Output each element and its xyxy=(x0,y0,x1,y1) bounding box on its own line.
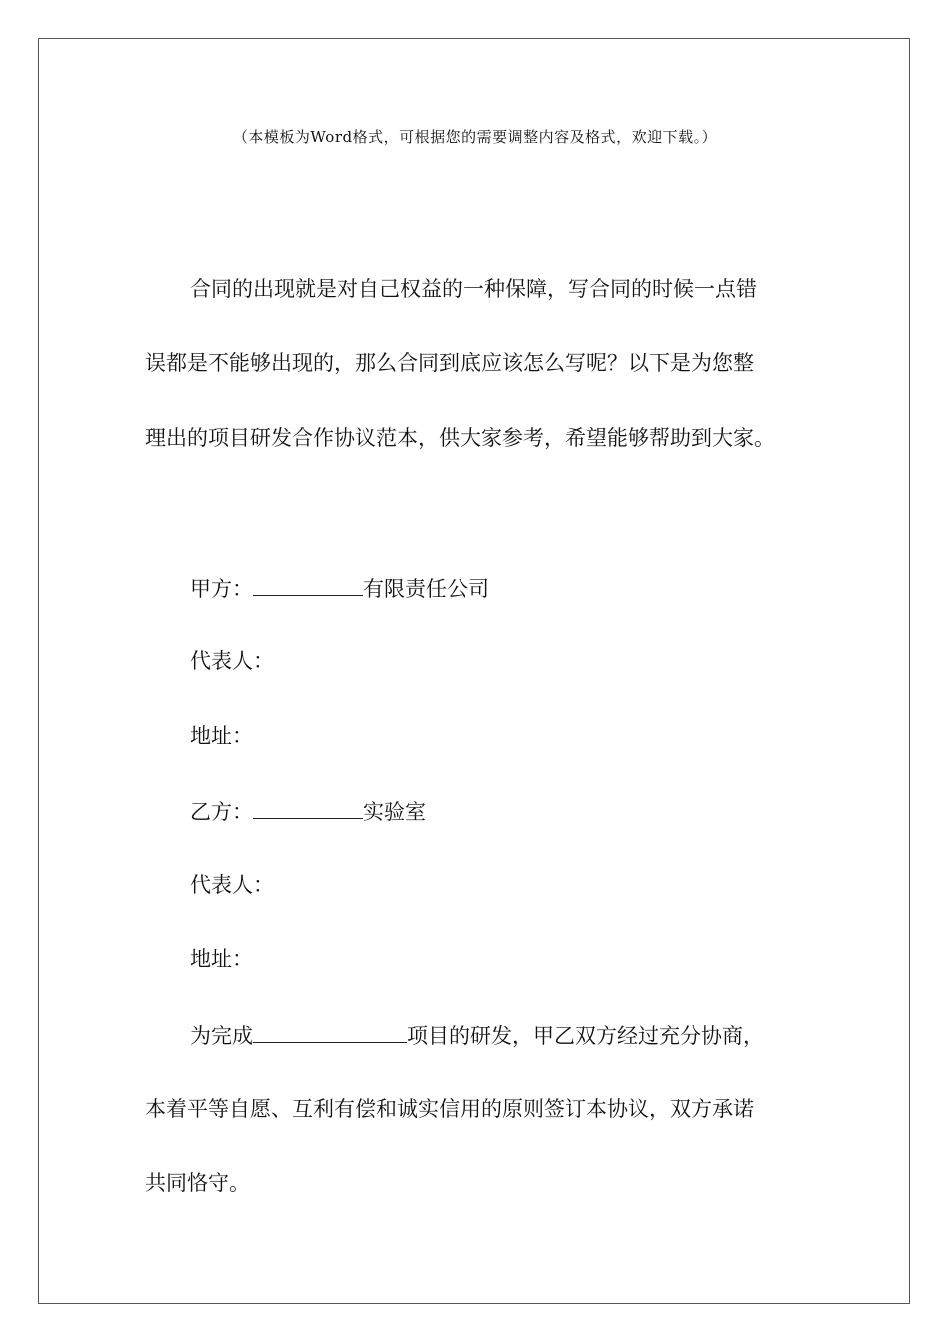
purpose-prefix: 为完成 xyxy=(190,1024,253,1048)
party-a-label: 甲方： xyxy=(190,577,253,601)
party-a-address: 地址： xyxy=(190,724,253,748)
project-name-blank xyxy=(253,1022,407,1043)
template-note: （本模板为Word格式，可根据您的需要调整内容及格式，欢迎下载。） xyxy=(232,128,718,146)
intro-line-3: 理出的项目研发合作协议范本，供大家参考，希望能够帮助到大家。 xyxy=(145,426,775,450)
intro-line-1: 合同的出现就是对自己权益的一种保障，写合同的时候一点错 xyxy=(190,277,757,301)
party-b-label: 乙方： xyxy=(190,800,253,824)
party-a-line xyxy=(190,575,489,601)
party-b-representative: 代表人： xyxy=(190,873,274,897)
purpose-line-3: 共同恪守。 xyxy=(145,1171,250,1195)
purpose-line-1 xyxy=(190,1022,764,1048)
party-b-suffix: 实验室 xyxy=(363,800,426,824)
purpose-line-2: 本着平等自愿、互利有偿和诚实信用的原则签订本协议，双方承诺 xyxy=(145,1097,754,1121)
purpose-line-1-suffix: 项目的研发，甲乙双方经过充分协商， xyxy=(407,1024,764,1048)
party-b-line xyxy=(190,798,426,824)
party-a-suffix: 有限责任公司 xyxy=(363,577,489,601)
party-b-blank xyxy=(253,798,363,819)
party-b-address: 地址： xyxy=(190,947,253,971)
intro-line-2: 误都是不能够出现的，那么合同到底应该怎么写呢？以下是为您整 xyxy=(145,351,754,375)
party-a-blank xyxy=(253,575,363,596)
party-a-representative: 代表人： xyxy=(190,649,274,673)
